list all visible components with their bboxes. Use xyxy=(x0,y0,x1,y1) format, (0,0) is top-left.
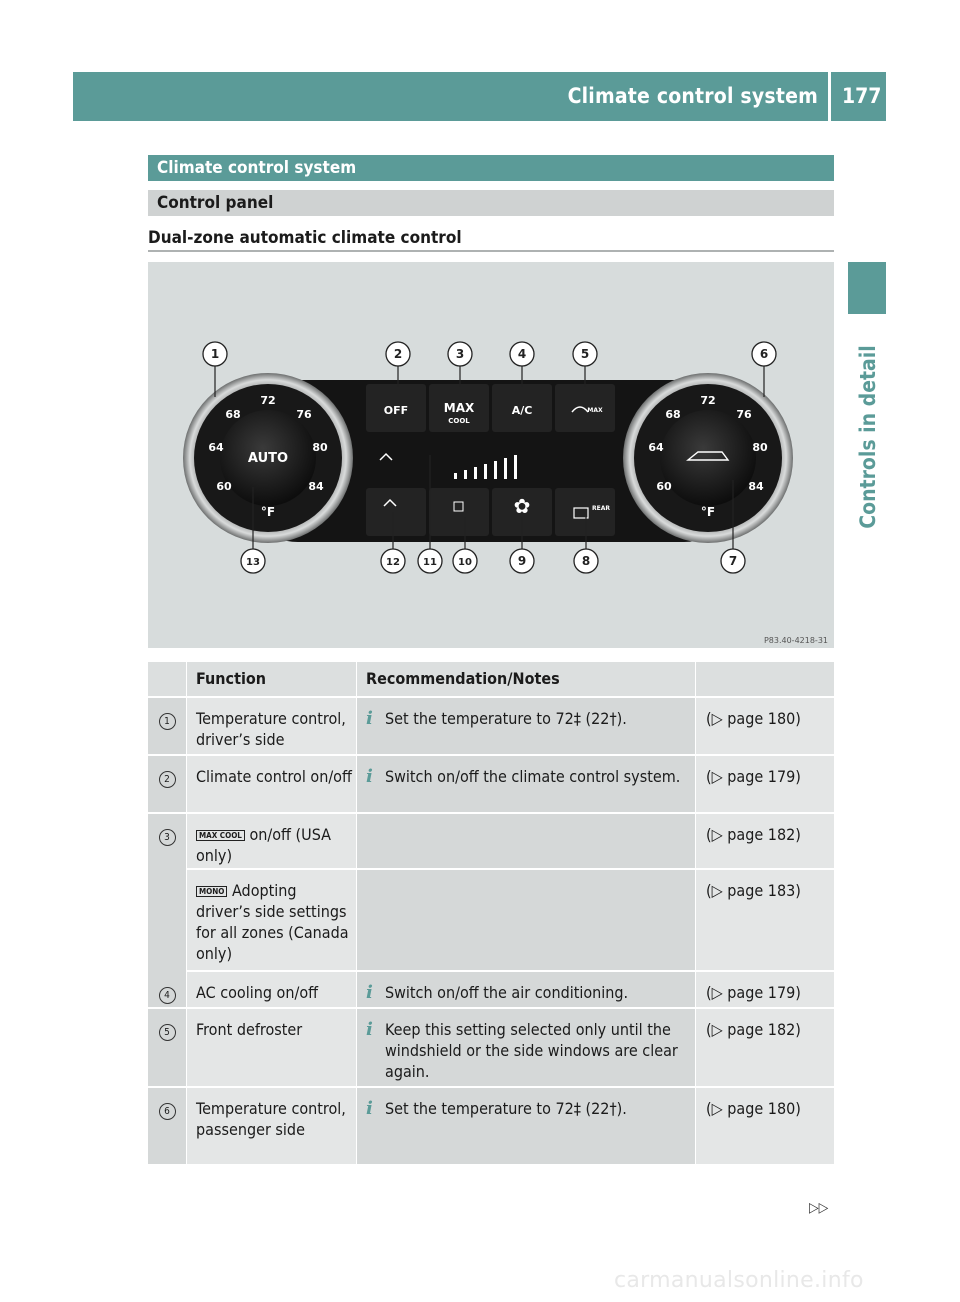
svg-text:10: 10 xyxy=(458,557,472,568)
rear-label: REAR xyxy=(592,505,610,512)
left-unit-label: °F xyxy=(260,505,276,519)
page-reference: (▷ page 180) xyxy=(695,698,834,754)
svg-text:7: 7 xyxy=(728,554,738,568)
subsection-title: Control panel xyxy=(157,193,274,213)
right-knob xyxy=(660,410,756,506)
side-tab-label: Controls in detail xyxy=(856,345,880,529)
page-number: 177 xyxy=(842,84,882,108)
control-panel-figure xyxy=(148,262,834,648)
page-reference: (▷ page 179) xyxy=(695,756,834,812)
footer-watermark: carmanualsonline.info xyxy=(614,1268,864,1293)
row-note: Switch on/off the air conditioning. xyxy=(385,983,629,1002)
row-number: 1 xyxy=(159,713,176,730)
row-note: Set the temperature to 72‡ (22†). xyxy=(385,1099,627,1118)
max-cool-symbol: MAX COOL xyxy=(196,830,245,841)
table-row xyxy=(186,814,834,870)
table-row-group xyxy=(148,814,834,972)
table-row xyxy=(148,698,834,756)
page-reference: (▷ page 182) xyxy=(695,814,834,868)
svg-text:68: 68 xyxy=(665,408,681,421)
row-function: AC cooling on/off xyxy=(186,972,356,1007)
figure-heading: Dual-zone automatic climate control xyxy=(148,228,462,248)
row-number: 2 xyxy=(159,771,176,788)
svg-text:8: 8 xyxy=(581,554,591,568)
svg-text:13: 13 xyxy=(246,557,260,568)
page-reference: (▷ page 180) xyxy=(695,1088,834,1164)
control-panel-illustration xyxy=(148,262,834,648)
row-note xyxy=(356,814,695,868)
max-button-label: MAX xyxy=(443,401,475,415)
row-note: Keep this setting selected only until the windshield or the side windows are clear again. xyxy=(385,1020,678,1081)
svg-text:64: 64 xyxy=(208,441,224,454)
table-row xyxy=(148,1088,834,1166)
section-title-bar xyxy=(148,155,834,181)
header-divider xyxy=(828,72,831,121)
defrost-max-label: MAX xyxy=(587,407,603,414)
row-function: MONO Adopting driver’s side settings for all zones (Canada only) xyxy=(186,870,356,970)
row-note xyxy=(356,870,695,970)
function-table xyxy=(148,662,834,1166)
svg-text:84: 84 xyxy=(308,480,324,493)
table-row xyxy=(148,972,834,1009)
table-row xyxy=(186,870,834,972)
info-icon: i xyxy=(366,766,373,787)
page-reference: (▷ page 179) xyxy=(695,972,834,1007)
mono-symbol: MONO xyxy=(196,886,227,897)
svg-text:60: 60 xyxy=(216,480,232,493)
side-tab-marker xyxy=(848,262,886,314)
info-icon: i xyxy=(366,708,373,729)
svg-text:64: 64 xyxy=(648,441,664,454)
svg-text:72: 72 xyxy=(260,394,276,407)
header-notes: Recommendation/Notes xyxy=(356,662,695,696)
svg-text:80: 80 xyxy=(752,441,768,454)
table-row xyxy=(148,1009,834,1088)
svg-text:3: 3 xyxy=(455,347,465,361)
header-title: Climate control system xyxy=(567,84,818,108)
row-number: 4 xyxy=(159,987,176,1004)
subsection-title-bar xyxy=(148,190,834,216)
info-icon: i xyxy=(366,1019,373,1040)
svg-text:60: 60 xyxy=(656,480,672,493)
row-note: Switch on/off the climate control system. xyxy=(385,767,681,786)
page-reference: (▷ page 182) xyxy=(695,1009,834,1086)
row-function: Temperature control, driver’s side xyxy=(186,698,356,754)
fan-icon: ✿ xyxy=(513,494,531,518)
row-number: 3 xyxy=(159,829,176,846)
svg-text:1: 1 xyxy=(210,347,220,361)
info-icon: i xyxy=(366,1098,373,1119)
continue-marker: ▷▷ xyxy=(809,1200,829,1216)
svg-text:76: 76 xyxy=(736,408,752,421)
svg-text:68: 68 xyxy=(225,408,241,421)
row-number: 6 xyxy=(159,1103,176,1120)
svg-text:9: 9 xyxy=(517,554,527,568)
svg-text:76: 76 xyxy=(296,408,312,421)
svg-text:4: 4 xyxy=(517,347,527,361)
row-function: MAX COOL on/off (USA only) xyxy=(186,814,356,868)
svg-text:12: 12 xyxy=(386,557,400,568)
right-unit-label: °F xyxy=(700,505,716,519)
heading-rule xyxy=(148,250,834,252)
ac-button-label: A/C xyxy=(511,404,533,417)
header-function: Function xyxy=(186,662,356,696)
page-reference: (▷ page 183) xyxy=(695,870,834,970)
off-button-label: OFF xyxy=(383,404,409,417)
section-title: Climate control system xyxy=(157,158,357,178)
table-header-row xyxy=(148,662,834,698)
info-icon: i xyxy=(366,982,373,1003)
svg-text:11: 11 xyxy=(423,557,437,568)
row-note: Set the temperature to 72‡ (22†). xyxy=(385,709,627,728)
svg-text:5: 5 xyxy=(580,347,590,361)
row-function: Temperature control, passenger side xyxy=(186,1088,356,1164)
svg-text:84: 84 xyxy=(748,480,764,493)
page-header xyxy=(73,72,886,121)
row-function: Front defroster xyxy=(186,1009,356,1086)
cool-button-label: COOL xyxy=(448,417,470,425)
row-number: 5 xyxy=(159,1024,176,1041)
auto-label: AUTO xyxy=(247,451,289,466)
figure-code: P83.40-4218-31 xyxy=(763,636,828,645)
svg-text:2: 2 xyxy=(393,347,403,361)
svg-text:6: 6 xyxy=(759,347,769,361)
row-function: Climate control on/off xyxy=(186,756,356,812)
svg-text:80: 80 xyxy=(312,441,328,454)
table-row xyxy=(148,756,834,814)
svg-text:72: 72 xyxy=(700,394,716,407)
